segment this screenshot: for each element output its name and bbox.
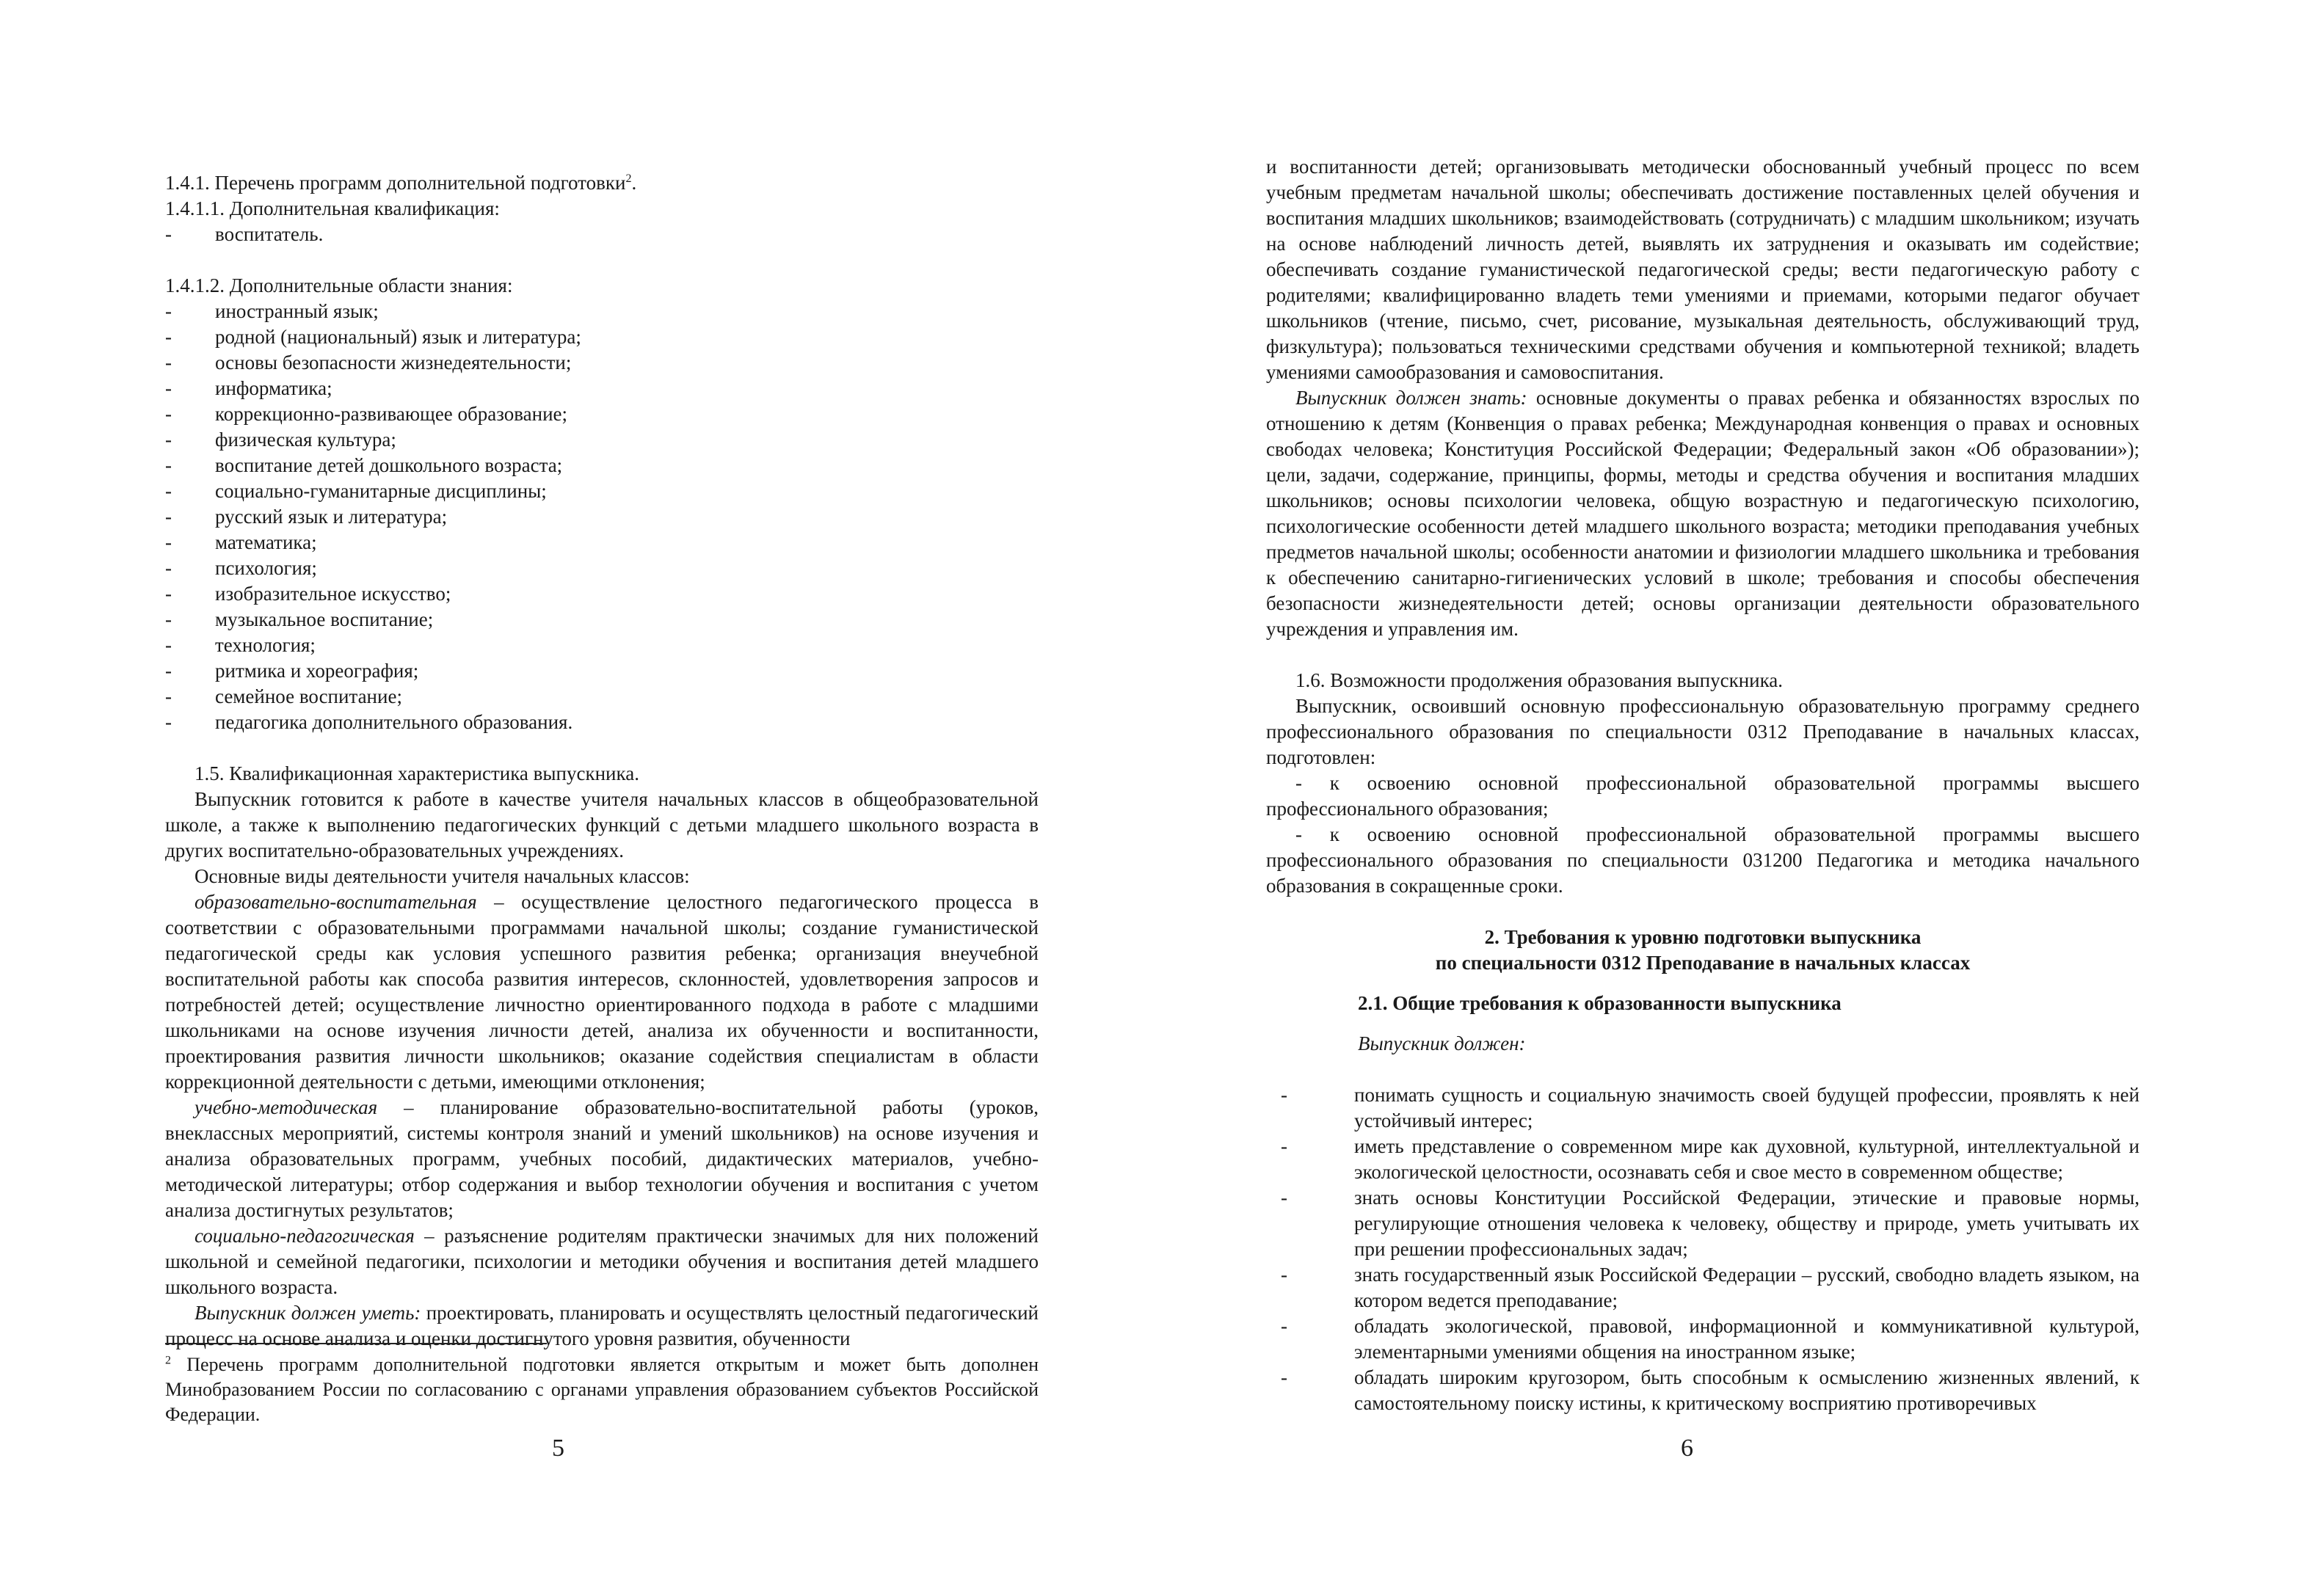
page-number: 6	[1681, 1435, 1693, 1462]
list-item: - обладать экологической, правовой, информационной и коммуникативной культурой, элементарными умениями общения на иностранном языке;	[1266, 1313, 2140, 1365]
paragraph: учебно-методическая – планирование образовательно-воспитательной работы (уроков, внеклассных мероприятий, системы контроля знаний и умений школьников) на основе изучения и анализа образовательных программ, учебных пособий, дидактических материалов, учебно-методической литературы; отбор содержания и выбор технологии обучения и воспитания с учетом анализа достигнутых результатов;	[165, 1096, 1039, 1221]
list-item: - коррекционно-развивающее образование;	[165, 401, 1039, 427]
paragraph: Выпускник, освоивший основную профессиональную образовательную программу среднего профессионального образования по специальности 0312 Преподавание в начальных классах, подготовлен:	[1266, 695, 2140, 768]
paragraph: Выпускник должен знать: основные документы о правах ребенка и обязанностях взрослых по отношению к детям (Конвенция о правах ребенка; Международная конвенция о правах и основных свободах человека; Конституция Российской Федерации; Федеральный закон «Об образовании»); цели, задачи, содержание, принципы, формы, методы и средства обучения и воспитания младших школьников; основы психологии человека, общую возрастную и педагогическую психологию, психологические особенности детей младшего школьного возраста; методики преподавания учебных предметов начальной школы; особенности анатомии и физиологии младшего школьника и требования к обеспечению санитарно-гигиенических условий в школе; требования и способы обеспечения безопасности жизнедеятельности детей; основы организации деятельности образовательного учреждения и управления им.	[1266, 387, 2140, 640]
list-item: - обладать широким кругозором, быть способным к осмыслению жизненных явлений, к самостоятельному поиску истины, к критическому восприятию противоречивых	[1266, 1365, 2140, 1416]
list-item: - изобразительное искусство;	[165, 581, 1039, 607]
list-item: - знать государственный язык Российской Федерации – русский, свободно владеть языком, на котором ведется преподавание;	[1266, 1262, 2140, 1313]
footnote-ref-2: 2	[625, 172, 632, 185]
list-item: - основы безопасности жизнедеятельности;	[165, 350, 1039, 376]
paragraph: и воспитанности детей; организовывать методически обоснованный учебный процесс по всем учебным предметам начальной школы; обеспечивать достижение поставленных целей обучения и воспитания младших школьников; взаимодействовать (сотрудничать) с младшим школьником; изучать на основе наблюдений личность детей, выявлять их затруднения и оказывать им содействие; обеспечивать создание гуманистической педагогической среды; вести педагогическую работу с родителями; квалифицированно владеть теми умениями и приемами, которыми педагог обучает школьников (чтение, письмо, счет, рисование, музыкальная деятельность, обслуживающий труд, физкультура); пользоваться техническими средствами обучения и компьютерной техникой; владеть умениями самообразования и самовоспитания.	[1266, 156, 2140, 383]
list-item: - иностранный язык;	[165, 299, 1039, 324]
footnote: $^2$ Перечень программ дополнительной подготовки является открытым и может быть дополнен Минобразованием России по согласованию с органами управления образованием субъектов Российской Федерации.	[165, 1354, 1039, 1425]
list-item: - воспитатель.	[165, 222, 1039, 247]
list-item: - знать основы Конституции Российской Федерации, этические и правовые нормы, регулирующие отношения человека к человеку, обществу и природе, уметь учитывать их при решении профессиональных задач;	[1266, 1185, 2140, 1262]
term: учебно-методическая	[195, 1096, 378, 1118]
section-2-1-heading: 2.1. Общие требования к образованности выпускника	[1358, 992, 1842, 1014]
list-item: - музыкальное воспитание;	[165, 607, 1039, 633]
paragraph: Выпускник готовится к работе в качестве учителя начальных классов в общеобразовательной школе, а также к выполнению педагогических функций с детьми младшего школьного возраста в других воспитательно-образовательных учреждениях.	[165, 788, 1039, 861]
knowledge-areas-list	[165, 299, 1039, 735]
list-item: - математика;	[165, 530, 1039, 555]
term: образовательно-воспитательная	[195, 891, 477, 913]
list-item: - русский язык и литература;	[165, 504, 1039, 530]
list-item: - ритмика и хореография;	[165, 658, 1039, 684]
list-item: - технология;	[165, 633, 1039, 658]
section-1-6-heading: 1.6. Возможности продолжения образования выпускника.	[1295, 669, 1784, 691]
list-item: - иметь представление о современном мире как духовной, культурной, интеллектуальной и экологической целостности, осознавать себя и свое место в современном обществе;	[1266, 1134, 2140, 1185]
section-2-subheading: по специальности 0312 Преподавание в начальных классах	[1435, 952, 1971, 974]
list-item: - информатика;	[165, 376, 1039, 401]
section-2-heading: 2. Требования к уровню подготовки выпускника	[1484, 926, 1922, 948]
paragraph: социально-педагогическая – разъяснение родителям практически значимых для них положений школьной и семейной педагогики, психологии и методики обучения и воспитания детей младшего школьного возраста.	[165, 1225, 1039, 1298]
right-column	[1266, 154, 2140, 1416]
list-item: - понимать сущность и социальную значимость своей будущей профессии, проявлять к ней устойчивый интерес;	[1266, 1082, 2140, 1134]
term: социально-педагогическая	[195, 1225, 415, 1247]
requirements-intro: Выпускник должен:	[1358, 1032, 1526, 1054]
paragraph: Выпускник должен уметь: проектировать, планировать и осуществлять целостный педагогический процесс на основе анализа и оценки достигнутого уровня развития, обученности	[165, 1302, 1039, 1349]
section-1-4-1-heading: 1.4.1. Перечень программ дополнительной подготовки$^2$.	[165, 172, 637, 194]
footnote-divider	[165, 1343, 547, 1344]
right-page	[1156, 0, 2312, 1596]
list-item: - семейное воспитание;	[165, 684, 1039, 710]
term: Выпускник должен уметь:	[195, 1302, 421, 1324]
left-column	[165, 170, 1039, 1352]
list-item: - родной (национальный) язык и литература;	[165, 324, 1039, 350]
page-number: 5	[552, 1435, 564, 1462]
list-item: - педагогика дополнительного образования.	[165, 710, 1039, 735]
paragraph: - к освоению основной профессиональной образовательной программы высшего профессионального образования;	[1266, 772, 2140, 820]
requirements-list	[1266, 1082, 2140, 1416]
paragraph: образовательно-воспитательная – осуществление целостного педагогического процесса в соответствии с образовательными программами начальной школы; создание гуманистической педагогической среды как условия успешного развития ребенка; организация внеучебной воспитательной работы как способа развития интересов, склонностей, удовлетворения запросов и потребностей детей; осуществление личностно ориентированного подхода в работе с младшими школьниками на основе изучения личности детей, анализа их обученности и воспитанности, проектирования развития личности школьников; оказание содействия специалистам в области коррекционной деятельности с детьми, имеющими отклонения;	[165, 891, 1039, 1093]
section-1-4-1-2-heading: 1.4.1.2. Дополнительные области знания:	[165, 274, 513, 296]
paragraph: - к освоению основной профессиональной образовательной программы высшего профессионального образования по специальности 031200 Педагогика и методика начального образования в сокращенные сроки.	[1266, 823, 2140, 897]
paragraph: Основные виды деятельности учителя начальных классов:	[195, 865, 690, 887]
qualification-list	[165, 222, 1039, 247]
list-item: - физическая культура;	[165, 427, 1039, 453]
section-1-4-1-1-heading: 1.4.1.1. Дополнительная квалификация:	[165, 197, 500, 219]
list-item: - воспитание детей дошкольного возраста;	[165, 453, 1039, 478]
list-item: - социально-гуманитарные дисциплины;	[165, 478, 1039, 504]
section-1-5-heading: 1.5. Квалификационная характеристика выпускника.	[195, 762, 639, 784]
term: Выпускник должен знать:	[1295, 387, 1527, 409]
list-item: - психология;	[165, 555, 1039, 581]
